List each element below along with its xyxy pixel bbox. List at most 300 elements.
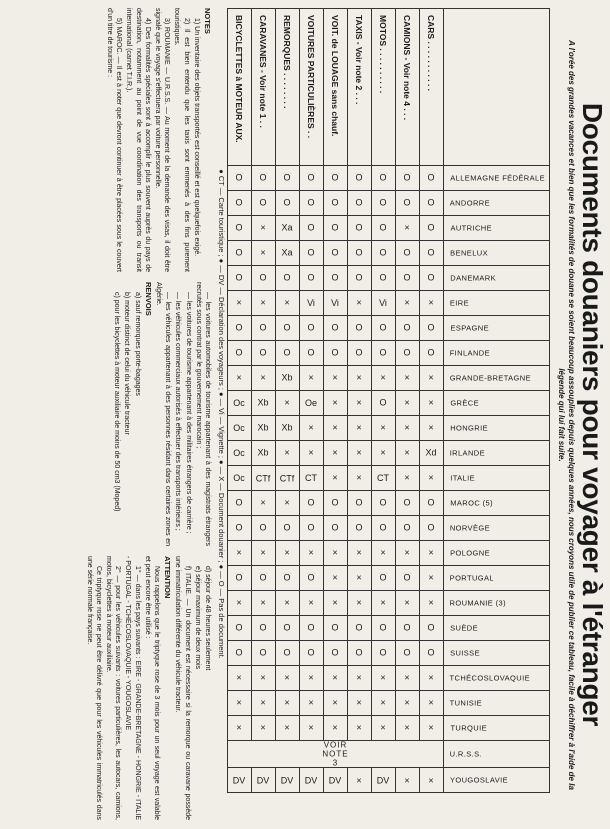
table-cell (396, 341, 420, 366)
cell-value: O (307, 222, 316, 233)
country-header (444, 366, 550, 391)
country-name: BENELUX (450, 248, 488, 258)
table-cell (300, 416, 324, 441)
cell-value: O (283, 197, 292, 208)
table-cell (396, 166, 420, 191)
table-cell (420, 291, 444, 316)
cell-value: DV (257, 775, 270, 786)
cell-value: O (331, 622, 340, 633)
cell-value: × (404, 597, 411, 608)
cell-value: × (332, 672, 339, 683)
country-header (444, 491, 550, 516)
cell-value: Xb (281, 372, 294, 383)
table-cell (276, 416, 300, 441)
table-cell (276, 466, 300, 491)
cell-value: × (236, 722, 243, 733)
cell-value: CTf (256, 473, 271, 483)
cell-value: O (403, 247, 412, 258)
table-cell (420, 191, 444, 216)
cell-value: O (403, 172, 412, 183)
table-cell (300, 266, 324, 291)
table-cell (276, 166, 300, 191)
cell-value: × (356, 722, 363, 733)
table-cell (372, 666, 396, 691)
cell-value: O (259, 347, 268, 358)
country-name: GRANDE-BRETAGNE (450, 373, 532, 383)
country-name: ITALIE (450, 473, 475, 483)
cell-value: × (332, 722, 339, 733)
table-cell (372, 591, 396, 616)
vehicle-label: TAXIS - Voir note 2 . . . (348, 9, 372, 166)
cell-value: × (260, 222, 267, 233)
table-cell (372, 441, 396, 466)
notes-column-2 (83, 282, 212, 546)
cell-value: O (307, 172, 316, 183)
table-cell (276, 768, 300, 793)
cell-value: × (356, 422, 363, 433)
cell-value: CT (305, 473, 318, 483)
table-cell (300, 291, 324, 316)
table-cell (372, 366, 396, 391)
table-cell (420, 441, 444, 466)
cell-value: × (404, 722, 411, 733)
cell-value: × (284, 672, 291, 683)
table-cell (300, 241, 324, 266)
table-row (228, 9, 252, 793)
country-header (444, 716, 550, 741)
cell-value: O (331, 197, 340, 208)
country-header (444, 566, 550, 591)
cell-value: O (307, 572, 316, 583)
country-name: ROUMANIE (3) (450, 598, 507, 608)
table-cell (396, 641, 420, 666)
attention-1: Nous rappelons que le triptyque rose de 3 mois pour un seul voyage est valable et peut encore être utilisé : (143, 556, 160, 820)
cell-value: × (428, 397, 435, 408)
table-cell (300, 391, 324, 416)
table-cell (300, 441, 324, 466)
cell-value: O (379, 647, 388, 658)
renvoi-a: a) sauf remorques porte-bagages (133, 292, 141, 396)
cell-value: O (283, 622, 292, 633)
cell-value: Vi (379, 298, 388, 308)
cell-value: O (331, 247, 340, 258)
table-cell (420, 416, 444, 441)
table-cell (276, 441, 300, 466)
cell-value: × (332, 697, 339, 708)
cell-value: O (235, 572, 244, 583)
table-cell (348, 768, 372, 793)
cell-value: O (379, 347, 388, 358)
table-cell (252, 541, 276, 566)
table-cell (348, 641, 372, 666)
cell-value: × (356, 672, 363, 683)
table-cell (228, 416, 252, 441)
cell-value: × (356, 572, 363, 583)
cell-value: O (379, 197, 388, 208)
table-cell (276, 266, 300, 291)
note-4: 4) Des formalités spéciales sont à accomplir le plus souvent auprès du pays de destination, notamment au point de vue coordination des transports ou transit international (carnet T.I.R.). (125, 8, 151, 272)
cell-value: O (427, 347, 436, 358)
cell-value: DV (281, 775, 294, 786)
cell-value: × (404, 397, 411, 408)
table-cell (228, 191, 252, 216)
table-cell (348, 366, 372, 391)
country-name: DANEMARK (450, 273, 496, 283)
table-cell (252, 516, 276, 541)
cell-value: × (428, 422, 435, 433)
table-cell (372, 691, 396, 716)
cell-value: O (307, 622, 316, 633)
table-cell (300, 691, 324, 716)
table-cell (348, 166, 372, 191)
table-cell (252, 416, 276, 441)
cell-value: O (259, 172, 268, 183)
cell-value: × (380, 672, 387, 683)
table-cell (324, 216, 348, 241)
table-cell (252, 191, 276, 216)
country-header (444, 291, 550, 316)
country-header (444, 216, 550, 241)
cell-value: Xb (281, 422, 294, 433)
cell-value: Oe (305, 397, 318, 408)
country-name: TUNISIE (450, 698, 483, 708)
table-cell (228, 616, 252, 641)
table-cell (372, 341, 396, 366)
country-name: AUTRICHE (450, 223, 492, 233)
urss-merged-cell (228, 741, 444, 768)
cell-value: × (428, 722, 435, 733)
cell-value: O (283, 172, 292, 183)
cell-value: × (236, 297, 243, 308)
country-name: TCHÉCOSLOVAQUIE (450, 673, 531, 683)
cell-value: O (331, 272, 340, 283)
table-cell (372, 466, 396, 491)
cell-value: × (260, 372, 267, 383)
table-cell (228, 291, 252, 316)
cell-value: × (260, 722, 267, 733)
cell-value: × (380, 422, 387, 433)
table-cell (420, 691, 444, 716)
table-cell (324, 416, 348, 441)
table-cell (324, 241, 348, 266)
table-cell (252, 241, 276, 266)
table-cell (228, 216, 252, 241)
cell-value: O (379, 222, 388, 233)
table-cell (420, 616, 444, 641)
cell-value: × (356, 697, 363, 708)
cell-value: × (428, 697, 435, 708)
cell-value: × (404, 297, 411, 308)
table-cell (324, 316, 348, 341)
table-cell (228, 491, 252, 516)
cell-value: O (379, 322, 388, 333)
table-cell (228, 266, 252, 291)
country-name: HONGRIE (450, 423, 488, 433)
table-cell (324, 516, 348, 541)
table-cell (324, 641, 348, 666)
table-cell (348, 341, 372, 366)
country-header (444, 166, 550, 191)
table-cell (396, 691, 420, 716)
cell-value: × (380, 547, 387, 558)
cell-value: Xb (257, 422, 270, 433)
note-2: 2) Il est bien entendu que les taxis sont emmenés à des fins purement touristiques. (173, 8, 190, 272)
table-row (420, 9, 444, 793)
table-cell (348, 241, 372, 266)
country-name: ANDORRE (450, 198, 491, 208)
table-cell (420, 516, 444, 541)
table-row (348, 9, 372, 793)
cell-value: O (355, 622, 364, 633)
cell-value: × (356, 447, 363, 458)
cell-value: × (332, 597, 339, 608)
page-title: Documents douaniers pour voyager à l'étranger (577, 102, 608, 727)
cell-value: O (355, 647, 364, 658)
cell-value: O (379, 497, 388, 508)
cell-value: × (260, 497, 267, 508)
cell-value: × (356, 547, 363, 558)
vehicle-label: BICYCLETTES à MOTEUR AUX. (228, 9, 252, 166)
cell-value: O (259, 197, 268, 208)
cell-value: × (428, 547, 435, 558)
cell-value: O (307, 272, 316, 283)
attention-heading: ATTENTION (163, 556, 173, 599)
cell-value: O (427, 247, 436, 258)
vehicle-label: VOITURES PARTICULIÈRES . . (300, 9, 324, 166)
table-cell (372, 491, 396, 516)
table-cell (252, 316, 276, 341)
country-header (444, 641, 550, 666)
table-cell (276, 716, 300, 741)
table-cell (276, 691, 300, 716)
attention-3: 2° — pour les véhicules suivants : voitures particulières, les autocars, camions, motos, bicyclettes à moteur auxiliaire. (104, 556, 122, 820)
renvoi-f: f) ITALIE. — Un document est nécessaire si la remorque ou caravane possède une immatriculation différente du véhicule tracteur. (174, 556, 191, 820)
table-cell (300, 216, 324, 241)
table-cell (372, 241, 396, 266)
cell-value: Xd (425, 447, 438, 458)
table-cell (228, 516, 252, 541)
table-cell (300, 341, 324, 366)
country-header (444, 391, 550, 416)
table-cell (228, 691, 252, 716)
table-cell (252, 291, 276, 316)
table-cell (420, 641, 444, 666)
table-cell (252, 566, 276, 591)
table-cell (228, 591, 252, 616)
table-cell (348, 316, 372, 341)
table-cell (420, 591, 444, 616)
cell-value: × (380, 372, 387, 383)
table-cell (300, 616, 324, 641)
cell-value: O (235, 522, 244, 533)
table-cell (300, 316, 324, 341)
table-cell (396, 191, 420, 216)
table-cell (372, 191, 396, 216)
cell-value: O (355, 197, 364, 208)
table-cell (396, 241, 420, 266)
cell-value: O (331, 647, 340, 658)
table-cell (252, 166, 276, 191)
cell-value: × (380, 722, 387, 733)
cell-value: O (331, 347, 340, 358)
table-cell (396, 441, 420, 466)
country-header (444, 191, 550, 216)
cell-value: DV (305, 775, 318, 786)
cell-value: O (283, 572, 292, 583)
cell-value: O (331, 322, 340, 333)
table-cell (396, 366, 420, 391)
table-cell (420, 366, 444, 391)
note-5a: — les voitures automobiles de tourisme appartenant à des magistrats étrangers recrutés sous contrat par le gouvernement marocain ; (194, 282, 211, 546)
cell-value: O (355, 222, 364, 233)
table-cell (300, 641, 324, 666)
cell-value: O (307, 347, 316, 358)
table-cell (252, 716, 276, 741)
table-cell (300, 768, 324, 793)
cell-value: O (307, 197, 316, 208)
cell-value: × (428, 597, 435, 608)
cell-value: × (404, 672, 411, 683)
vehicle-label: CARAVANES - Voir note 1 . . (252, 9, 276, 166)
cell-value: O (235, 222, 244, 233)
table-cell (396, 516, 420, 541)
table-cell (300, 166, 324, 191)
table-cell (228, 241, 252, 266)
cell-value: CT (377, 473, 390, 483)
table-cell (396, 616, 420, 641)
cell-value: × (260, 247, 267, 258)
cell-value: O (235, 197, 244, 208)
cell-value: O (355, 172, 364, 183)
cell-value: × (380, 697, 387, 708)
table-cell (252, 491, 276, 516)
table-cell (372, 516, 396, 541)
cell-value: × (284, 447, 291, 458)
cell-value: O (307, 322, 316, 333)
header-row (444, 9, 550, 793)
cell-value: × (428, 572, 435, 583)
cell-value: O (379, 622, 388, 633)
cell-value: × (284, 297, 291, 308)
cell-value: × (332, 547, 339, 558)
cell-value: × (356, 472, 363, 483)
table-cell (324, 466, 348, 491)
table-cell (420, 391, 444, 416)
cell-value: O (235, 647, 244, 658)
table-cell (372, 541, 396, 566)
table-cell (252, 591, 276, 616)
table-cell (420, 216, 444, 241)
table-cell (348, 516, 372, 541)
cell-value: × (356, 597, 363, 608)
cell-value: O (259, 522, 268, 533)
country-header (444, 441, 550, 466)
table-cell (300, 366, 324, 391)
table-cell (420, 566, 444, 591)
cell-value: O (307, 647, 316, 658)
table-cell (324, 166, 348, 191)
country-name: YOUGOSLAVIE (450, 775, 509, 785)
cell-value: × (308, 447, 315, 458)
cell-value: O (403, 497, 412, 508)
table-row (324, 9, 348, 793)
cell-value: × (236, 672, 243, 683)
table-cell (324, 541, 348, 566)
table-cell (372, 391, 396, 416)
cell-value: O (331, 222, 340, 233)
table-cell (228, 441, 252, 466)
cell-value: × (284, 722, 291, 733)
table-cell (324, 341, 348, 366)
table-cell (420, 466, 444, 491)
table-cell (348, 716, 372, 741)
cell-value: × (404, 422, 411, 433)
table-cell (228, 541, 252, 566)
table-cell (396, 541, 420, 566)
cell-value: O (379, 247, 388, 258)
table-cell (300, 716, 324, 741)
urss-note-text: VOIR NOTE 3 (322, 740, 349, 768)
country-name: TURQUIE (450, 723, 487, 733)
table-cell (348, 466, 372, 491)
country-name: MAROC (5) (450, 498, 493, 508)
cell-value: × (404, 697, 411, 708)
cell-value: O (355, 272, 364, 283)
table-cell (372, 166, 396, 191)
country-name: EIRE (450, 298, 470, 308)
renvoi-c: c) pour les bicyclettes à moteur auxiliaire de moins de 50 cm3 (Moped) (113, 292, 121, 512)
cell-value: O (379, 172, 388, 183)
table-cell (252, 441, 276, 466)
table-cell (276, 666, 300, 691)
table-cell (324, 716, 348, 741)
cell-value: × (284, 497, 291, 508)
cell-value: O (235, 247, 244, 258)
cell-value: × (308, 422, 315, 433)
cell-value: O (379, 522, 388, 533)
table-cell (396, 591, 420, 616)
intro-text: A l'orée des grandes vacances et bien que les formalités de douane se soient beaucoup assouplies depuis quelques années, nous croyons utile de publier ce tableau, facile à déchiffrer à l'aide de la légende qui lui fait suite. (557, 40, 576, 790)
table-cell (396, 391, 420, 416)
cell-value: Oc (233, 422, 246, 433)
table-cell (252, 366, 276, 391)
table-cell (276, 341, 300, 366)
table-cell (228, 641, 252, 666)
table-cell (348, 291, 372, 316)
cell-value: O (355, 522, 364, 533)
table-cell (420, 541, 444, 566)
table-cell (228, 466, 252, 491)
legend: ● CT — Carte touristique ; ● — DV — Déclaration des voyageurs ; ● — Vi — Vignette ; ● — X — Document douanier ; ● — O — Pas de document. (217, 169, 226, 659)
cell-value: × (380, 447, 387, 458)
cell-value: × (404, 447, 411, 458)
table-cell (324, 591, 348, 616)
cell-value: O (379, 572, 388, 583)
country-name: ESPAGNE (450, 323, 489, 333)
table-cell (276, 516, 300, 541)
table-row (396, 9, 420, 793)
table-cell (348, 441, 372, 466)
cell-value: O (283, 272, 292, 283)
table-cell (276, 641, 300, 666)
cell-value: O (427, 197, 436, 208)
country-header (444, 416, 550, 441)
table-cell (420, 716, 444, 741)
cell-value: DV (377, 775, 390, 786)
cell-value: O (427, 322, 436, 333)
cell-value: × (428, 672, 435, 683)
table-cell (252, 466, 276, 491)
